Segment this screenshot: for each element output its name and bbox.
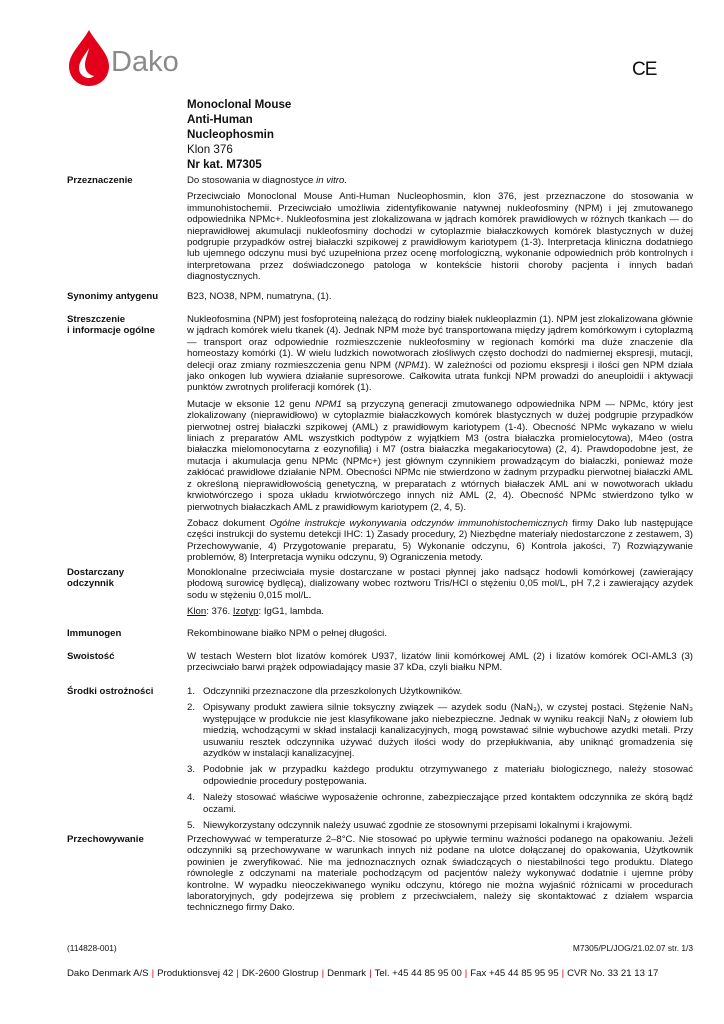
section-label: Synonimy antygenu: [67, 291, 159, 302]
section-body: [187, 291, 693, 307]
document-code: (114828-001): [67, 943, 117, 953]
product-catalog-number: Nr kat. M7305: [187, 158, 262, 171]
product-title-block: [187, 97, 291, 172]
product-title-line1: Monoclonal Mouse: [187, 98, 292, 111]
footer-separator: |: [561, 968, 565, 979]
list-item: 5. Niewykorzystany odczynnik należy usuwać zgodnie ze stosownymi przepisami lokalnymi i krajowymi.: [187, 820, 633, 832]
section-body: [187, 651, 693, 679]
section-label: Przechowywanie: [67, 834, 144, 845]
section-body: [187, 567, 693, 623]
section-label: Swoistość: [67, 651, 115, 662]
footer-address: [67, 968, 658, 979]
paragraph: B23, NO38, NPM, numatryna, (1).: [187, 291, 332, 302]
product-clone: Klon 376: [187, 143, 233, 156]
dako-logo: [67, 28, 192, 88]
paragraph: Mutacje w eksonie 12 genu NPM1 są przyczyną generacji zmutowanego odpowiednika NPM — NPMc, który jest zlokalizowany (nieprawidłowo) w cytoplazmie białaczkowych komórek blastycznych w dużej podgrupie przypadków pierwotnej ostrej białaczki szpikowej (AML) z prawidłowym kariotypem (1-4). Obecność NPMc wykazano w wielu liniach z preparatów AML wszystkich podtypów z wyjątkiem M3 (ostra białaczka promielocytowa), M4eo (ostra białaczka mielomonocytarna z eozynofilią) i M7 (ostra białaczka megakariocytowa) (2, 4). Prawdopodobne jest, że mutacja i akumulacja genu NPMc (NPMc+) jest głównym czynnikiem prowadzącym do białaczki, ponieważ może zakłócać prawidłowe działanie NPM. Obecności NPMc nie stwierdzono w żadnym przypadku pierwotnej białaczki AML z określoną nieprawidłowością genetyczną, w preparatach z wtórnych białaczek AML ani w nowotworach układu krwiotwórczego i spoza układu krwiotwórczego innych niż AML (2, 4). Obecność NPMc stwierdzono tylko w pierwotnych białaczkach AML z prawidłowym kariotypem (2, 4, 5).: [187, 398, 693, 513]
list-item: 4. Należy stosować właściwe wyposażenie ochronne, zabezpieczające przed kontaktem odczynnika ze skórą bądź oczami.: [187, 792, 693, 815]
footer-fax: Fax +45 44 85 95 95: [470, 968, 559, 979]
dako-drop-icon: [67, 28, 111, 88]
footer-city: DK-2600 Glostrup: [241, 968, 319, 979]
footer-separator: |: [321, 968, 325, 979]
footer-phone: Tel. +45 44 85 95 00: [374, 968, 462, 979]
footer-street: Produktionsvej 42: [157, 968, 234, 979]
ce-mark: CE: [632, 59, 657, 80]
precautions-list: [187, 686, 693, 831]
paragraph: Rekombinowane białko NPM o pełnej długości.: [187, 628, 387, 639]
list-item: 1. Odczynniki przeznaczone dla przeszkolonych Użytkowników.: [187, 686, 463, 697]
paragraph: Monoklonalne przeciwciała mysie dostarczane w postaci płynnej jako nadsącz hodowli komórkowej (zawierający płodową surowicę bydlęcą), dializowany wobec roztworu Tris/HCl o stężeniu 0,05 mol/L, pH 7,2 i zawierający azydek sodu w stężeniu 0,015 mol/L.: [187, 567, 693, 601]
section-body: [187, 628, 693, 644]
section-body: [187, 834, 693, 919]
paragraph: Przechowywać w temperaturze 2–8°C. Nie stosować po upływie terminu ważności podanego na opakowaniu. Jeżeli odczynniki są przechowywane w warunkach innych niż podane na ulotce dołączanej do opakowania, Użytkownik powinien je zweryfikować. Nie ma jednoznacznych oznak świadczących o niestabilności tego produktu. Dlatego równolegle z odczynami na materiale pochodzącym od pacjentów należy wykonywać dodatnie i ujemne próby kontrolne. W wypadku nieoczekiwanego wyniku odczynu, którego nie można wyjaśnić różnicami w procedurach laboratoryjnych, gdy podejrzewa się problem z przeciwciałem, należy się skontaktować z działem wsparcia technicznego firmy Dako.: [187, 834, 693, 914]
product-title-line3: Nucleophosmin: [187, 128, 274, 141]
list-item: 3. Podobnie jak w przypadku każdego produktu otrzymywanego z materiału biologicznego, należy stosować odpowiednie procedury postępowania.: [187, 764, 693, 787]
paragraph: W testach Western blot lizatów komórek U937, lizatów linii komórkowej AML (2) i lizatów komórek OCI-AML3 (3) przeciwciało barwi prążek odpowiadający masie 37 kDa, czyli białku NPM.: [187, 651, 693, 674]
paragraph: Zobacz dokument Ogólne instrukcje wykonywania odczynów immunohistochemicznych firmy Dako lub następujące części instrukcji do systemu detekcji IHC: 1) Zasady procedury, 2) Niezbędne materiały niedostarczone z zestawem, 3) Przechowywanie, 4) Przygotowanie preparatu, 5) Wykonanie odczynu, 6) Kontrola jakości, 7) Rozwiązywanie problemów, 8) Interpretacja wyniku odczynu, 9) Ograniczenia metody.: [187, 517, 693, 564]
section-body: [187, 686, 693, 836]
section-label: Dostarczany odczynnik: [67, 567, 125, 590]
paragraph: Klon: 376. Izotyp: IgG1, lambda.: [187, 606, 325, 618]
footer-separator: |: [464, 968, 468, 979]
footer-cvr: CVR No. 33 21 13 17: [567, 968, 659, 979]
dako-wordmark: Dako: [111, 46, 179, 78]
footer-separator: |: [369, 968, 372, 979]
paragraph: Do stosowania w diagnostyce in vitro.: [187, 175, 347, 186]
product-title-line2: Anti-Human: [187, 113, 253, 126]
section-label: Środki ostrożności: [67, 686, 154, 697]
footer-separator: |: [236, 968, 239, 979]
paragraph: Nukleofosmina (NPM) jest fosfoproteiną należącą do rodziny białek nukleoplazmin (1). NPM jest zlokalizowana głównie w jądrach komórek wielu tkanek (4). Jednak NPM może być transportowana między jądrem komórkowym i cytoplazmą — transport oraz odpowiednie rozmieszczenie nukleofosminy w regionach komórki ma duże znaczenie dla homeostazy komórki (1). W wielu ludzkich nowotworach złośliwych często dochodzi do nadmiernej ekspresji, mutacji, delecji oraz zmiany rozmieszczenia genu NPM (NPM1). W zależności od poziomu ekspresji i ilości gen NPM działa jako onkogen lub wywiera działanie supresorowe. Całkowita utrata funkcji NPM prowadzi do aneuploidii i aktywacji punktów zwrotnych proliferacji komórek (1).: [187, 314, 693, 394]
footer-company: Dako Denmark A/S: [67, 968, 149, 979]
footer-country: Denmark: [327, 968, 367, 979]
section-body: [187, 175, 693, 288]
list-item: 2. Opisywany produkt zawiera silnie toksyczny związek — azydek sodu (NaN₃), w czystej postaci. Stężenie NaN₃ występujące w produkcie nie jest klasyfikowane jako niebezpieczne. Jednak w wyniku reakcji NaN₃ z ołowiem lub miedzią, wchodzącymi w skład instalacji kanalizacyjnych, mogą powstawać silnie wybuchowe azydki metali. Przy usuwaniu resztek odczynnika używać dużych ilości wody do przepłukiwania, aby uniknąć gromadzenia się azydków w instalacji kanalizacyjnej.: [187, 702, 693, 760]
section-label: Immunogen: [67, 628, 122, 639]
section-body: [187, 314, 693, 569]
paragraph: Przeciwciało Monoclonal Mouse Anti-Human Nucleophosmin, klon 376, jest przeznaczone do stosowania w immunohistochemii. Przeciwciało umożliwia zidentyfikowanie natywnej nukleofosminy (NPM) i jej zmutowanego odpowiednika NPMc+. Nukleofosmina jest zlokalizowana w jądrach komórek prawidłowych w różnych tkankach — do nieprawidłowej akumulacji nukleofosminy dochodzi w cytoplazmie białaczkowych komórek blastycznych w dużej podgrupie przypadków ostrej białaczki szpikowej z prawidłowym kariotypem (1-3). Interpretacja kliniczna dodatniego lub ujemnego odczynu musi być uzupełniona przez ocenę morfologiczną, wykonanie odpowiednich prób kontrolnych i interpretowana przez doświadczonego patologa w kontekście historii choroby pacjenta i innych badań diagnostycznych.: [187, 191, 693, 283]
footer-separator: |: [151, 968, 155, 979]
section-label: Przeznaczenie: [67, 175, 133, 186]
section-label: Streszczenie i informacje ogólne: [67, 314, 155, 337]
page-reference: M7305/PL/JOG/21.02.07 str. 1/3: [572, 943, 693, 953]
